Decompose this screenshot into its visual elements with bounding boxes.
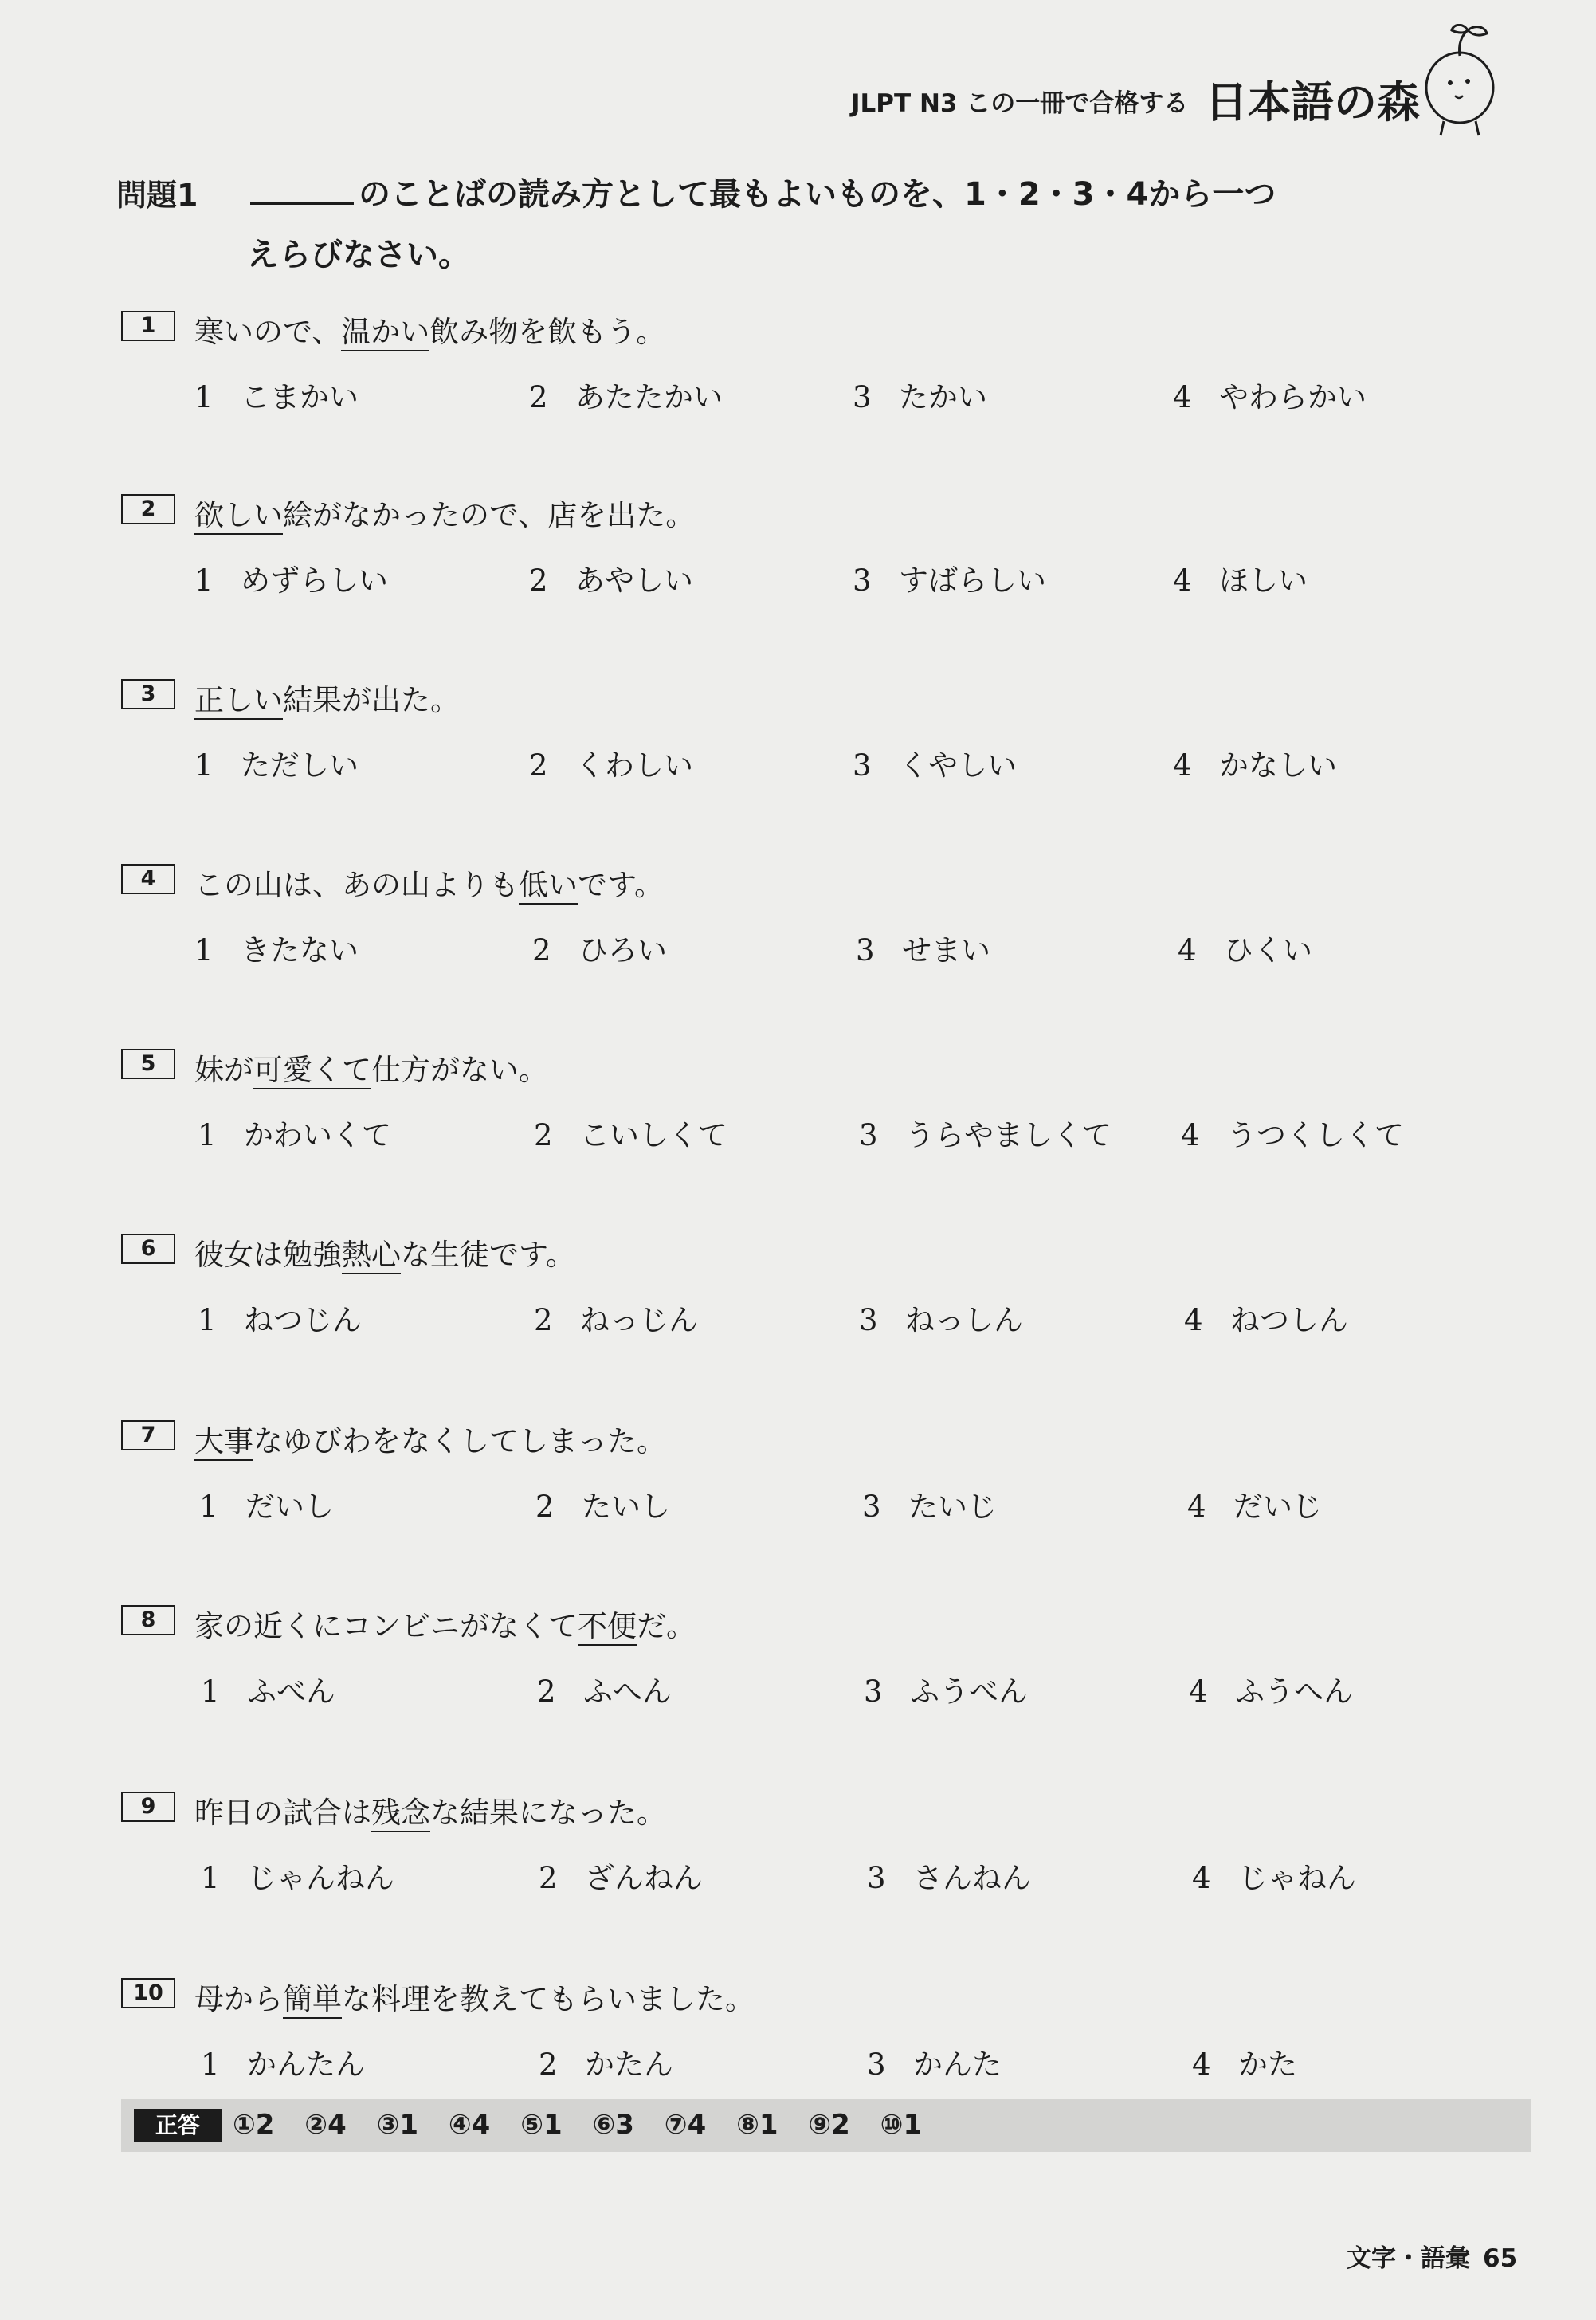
answer-item: ⑨2: [808, 2109, 850, 2141]
option-4[interactable]: 4 うつくしくて: [1181, 1118, 1404, 1152]
underlined-word: 欲しい: [194, 498, 283, 535]
option-3[interactable]: 3 たかい: [853, 380, 987, 414]
option-4[interactable]: 4 ひくい: [1178, 933, 1312, 968]
question-text: 大事なゆびわをなくしてしまった。: [194, 1417, 666, 1460]
answer-key-list: [233, 2109, 943, 2141]
question-number: 7: [121, 1420, 175, 1450]
underlined-word: 正しい: [194, 683, 283, 720]
answer-item: ②4: [304, 2109, 347, 2141]
option-3[interactable]: 3 うらやましくて: [859, 1118, 1112, 1152]
question-number: 5: [121, 1049, 175, 1079]
page-number: 65: [1483, 2244, 1518, 2273]
instruction-label: 問題1: [116, 178, 198, 213]
question-text: 正しい結果が出た。: [194, 676, 460, 719]
question-number: 6: [121, 1234, 175, 1264]
question-7: [121, 1417, 1523, 1553]
option-1[interactable]: 1 じゃんねん: [201, 1861, 394, 1895]
answer-item: ③1: [376, 2109, 419, 2141]
underlined-word: 熱心: [342, 1238, 401, 1274]
answer-item: ④4: [448, 2109, 491, 2141]
question-number: 9: [121, 1792, 175, 1822]
question-4: [121, 861, 1523, 996]
question-1: [121, 308, 1523, 443]
option-2[interactable]: 2 あたたかい: [529, 380, 723, 414]
answer-item: ⑤1: [520, 2109, 563, 2141]
option-3[interactable]: 3 さんねん: [867, 1861, 1031, 1895]
question-number: 10: [121, 1978, 175, 2008]
question-2: [121, 491, 1523, 626]
question-text: 欲しい絵がなかったので、店を出た。: [194, 491, 695, 534]
underlined-word: 温かい: [341, 315, 429, 351]
option-4[interactable]: 4 かなしい: [1173, 748, 1337, 783]
option-2[interactable]: 2 ざんねん: [539, 1861, 703, 1895]
question-number: 3: [121, 679, 175, 709]
option-3[interactable]: 3 たいじ: [862, 1490, 997, 1524]
page-footer: [1347, 2238, 1517, 2274]
section-name: 文字・語彙: [1347, 2244, 1470, 2273]
option-3[interactable]: 3 ねっしん: [859, 1303, 1023, 1337]
question-6: [121, 1231, 1523, 1366]
option-4[interactable]: 4 ほしい: [1173, 563, 1308, 598]
question-text: 妹が可愛くて仕方がない。: [194, 1046, 548, 1089]
sprout-mascot-icon: [1420, 24, 1508, 143]
question-text: 母から簡単な料理を教えてもらいました。: [194, 1975, 755, 2018]
option-1[interactable]: 1 こまかい: [194, 380, 359, 414]
option-4[interactable]: 4 やわらかい: [1173, 380, 1367, 414]
answer-item: ⑧1: [736, 2109, 778, 2141]
option-2[interactable]: 2 こいしくて: [534, 1118, 727, 1152]
question-text: この山は、あの山よりも低いです。: [194, 861, 664, 904]
question-text: 彼女は勉強熱心な生徒です。: [194, 1231, 575, 1274]
question-10: [121, 1975, 1523, 2110]
brand-title: 日本語の森: [1205, 77, 1420, 128]
underlined-word: 可愛くて: [253, 1053, 371, 1089]
option-1[interactable]: 1 かわいくて: [198, 1118, 391, 1152]
question-number: 4: [121, 864, 175, 894]
option-3[interactable]: 3 くやしい: [853, 748, 1017, 783]
option-1[interactable]: 1 きたない: [194, 933, 359, 968]
option-3[interactable]: 3 かんた: [867, 2047, 1002, 2082]
underlined-word: 低い: [519, 868, 578, 905]
question-text: 家の近くにコンビニがなくて不便だ。: [194, 1602, 696, 1645]
answer-item: ⑦4: [664, 2109, 707, 2141]
option-4[interactable]: 4 かた: [1192, 2047, 1297, 2082]
option-2[interactable]: 2 ねっじん: [534, 1303, 698, 1337]
option-3[interactable]: 3 すばらしい: [853, 563, 1046, 598]
option-2[interactable]: 2 たいし: [535, 1490, 670, 1524]
option-3[interactable]: 3 せまい: [856, 933, 990, 968]
underlined-word: 大事: [194, 1424, 253, 1461]
option-2[interactable]: 2 ふへん: [537, 1674, 672, 1709]
option-1[interactable]: 1 だいし: [199, 1490, 334, 1524]
answer-key-bar: [121, 2099, 1531, 2152]
option-4[interactable]: 4 じゃねん: [1192, 1861, 1356, 1895]
option-4[interactable]: 4 ねつしん: [1184, 1303, 1348, 1337]
option-4[interactable]: 4 だいじ: [1187, 1490, 1322, 1524]
instruction-text-line1: のことばの読み方として最もよいものを、1・2・3・4から一つ: [359, 176, 1276, 213]
option-1[interactable]: 1 かんたん: [201, 2047, 365, 2082]
option-3[interactable]: 3 ふうべん: [864, 1674, 1028, 1709]
option-4[interactable]: 4 ふうへん: [1189, 1674, 1353, 1709]
underlined-word: 残念: [371, 1796, 430, 1832]
answer-item: ⑥3: [592, 2109, 634, 2141]
underlined-word: 不便: [578, 1609, 637, 1646]
question-3: [121, 676, 1523, 811]
question-number: 2: [121, 494, 175, 524]
option-2[interactable]: 2 ひろい: [532, 933, 667, 968]
series-title: JLPT N3 この一冊で合格する: [851, 89, 1189, 118]
question-number: 1: [121, 311, 175, 341]
question-5: [121, 1046, 1523, 1181]
option-1[interactable]: 1 ただしい: [194, 748, 359, 783]
option-1[interactable]: 1 めずらしい: [194, 563, 388, 598]
instruction-text-line2: えらびなさい。: [247, 237, 470, 273]
underlined-word: 簡単: [283, 1982, 342, 2019]
option-2[interactable]: 2 あやしい: [529, 563, 693, 598]
option-2[interactable]: 2 くわしい: [529, 748, 693, 783]
question-8: [121, 1602, 1523, 1737]
question-9: [121, 1788, 1523, 1924]
question-text: 昨日の試合は残念な結果になった。: [194, 1788, 666, 1831]
answer-item: ①2: [233, 2109, 275, 2141]
option-2[interactable]: 2 かたん: [539, 2047, 673, 2082]
option-1[interactable]: 1 ねつじん: [198, 1303, 362, 1337]
option-1[interactable]: 1 ふべん: [201, 1674, 335, 1709]
answer-key-label: 正答: [134, 2109, 222, 2142]
answer-item: ⑩1: [880, 2109, 923, 2141]
instruction-blank-line: [250, 202, 354, 205]
question-text: 寒いので、温かい飲み物を飲もう。: [194, 308, 665, 351]
question-number: 8: [121, 1605, 175, 1635]
